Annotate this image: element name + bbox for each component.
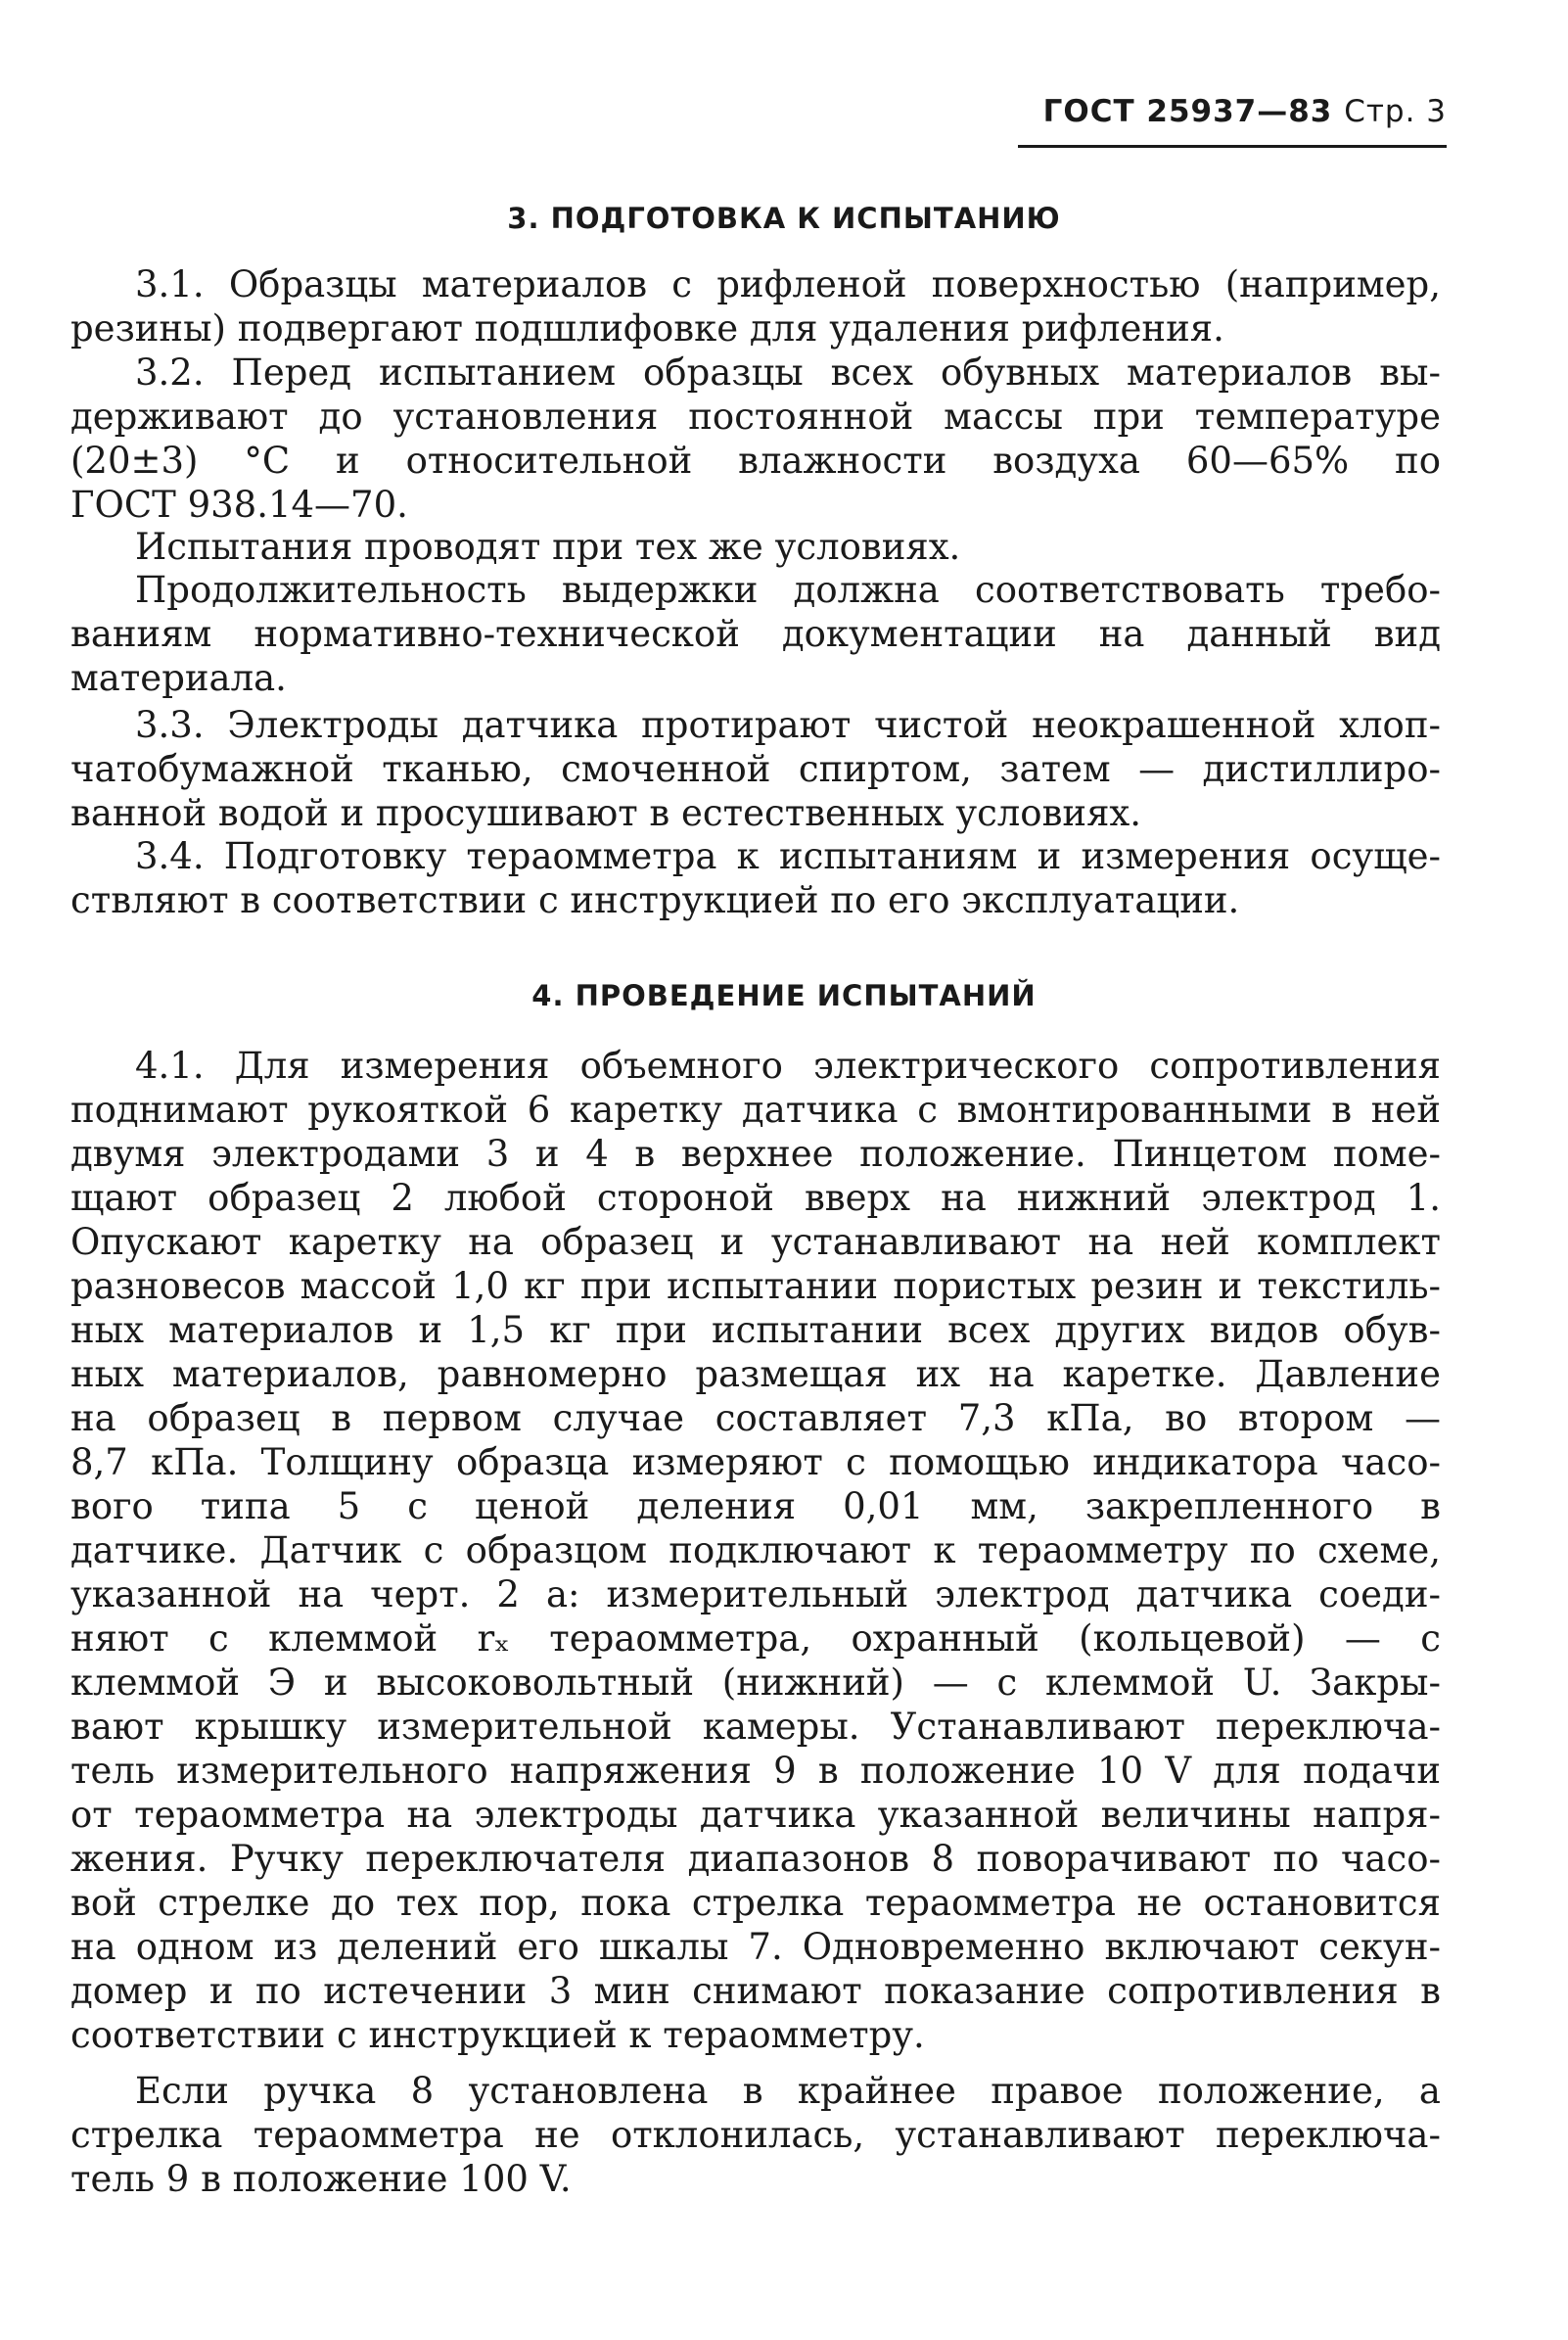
text-line: материала. bbox=[70, 657, 287, 699]
text-line: двумя электродами 3 и 4 в верхнее положение. Пинцетом поме- bbox=[70, 1133, 1441, 1175]
text-line: Продолжительность выдержки должна соответствовать требо- bbox=[135, 569, 1441, 611]
paragraph-3-3 bbox=[70, 703, 1441, 835]
section-4-title: 4. ПРОВЕДЕНИЕ ИСПЫТАНИЙ bbox=[531, 979, 1037, 1012]
text-line: жения. Ручку переключателя диапазонов 8 поворачивают по часо- bbox=[70, 1838, 1441, 1880]
text-line: на образец в первом случае составляет 7,3 кПа, во втором — bbox=[70, 1397, 1441, 1439]
text-line: резины) подвергают подшлифовке для удаления рифления. bbox=[70, 307, 1224, 350]
header-doc-id: ГОСТ 25937—83 bbox=[1042, 94, 1333, 129]
text-line: тель измерительного напряжения 9 в положение 10 V для подачи bbox=[70, 1750, 1441, 1792]
paragraph-3-1 bbox=[70, 262, 1441, 351]
text-line: клеммой Э и высоковольтный (нижний) — с клеммой U. Закры- bbox=[70, 1661, 1441, 1704]
header-page-number: Стр. 3 bbox=[1344, 94, 1447, 129]
text-line: Испытания проводят при тех же условиях. bbox=[135, 526, 961, 568]
text-line: няют с клеммой rₓ тераомметра, охранный (кольцевой) — с bbox=[70, 1617, 1441, 1660]
text-line: тель 9 в положение 100 V. bbox=[70, 2158, 572, 2200]
page-header bbox=[1018, 94, 1447, 129]
text-line: щают образец 2 любой стороной вверх на нижний электрод 1. bbox=[70, 1177, 1441, 1219]
text-line: соответствии с инструкцией к тераомметру. bbox=[70, 2014, 925, 2056]
paragraph-3-2 bbox=[70, 351, 1441, 527]
text-line: поднимают рукояткой 6 каретку датчика с вмонтированными в ней bbox=[70, 1089, 1441, 1131]
text-line: держивают до установления постоянной массы при температуре bbox=[70, 396, 1441, 438]
paragraph-4-1 bbox=[70, 1044, 1441, 2057]
paragraph-3-2-conditions bbox=[70, 525, 1441, 569]
text-line: 4.1. Для измерения объемного электрического сопротивления bbox=[135, 1045, 1441, 1087]
text-line: 3.4. Подготовку тераомметра к испытаниям и измерения осуще- bbox=[135, 835, 1441, 877]
text-line: Опускают каретку на образец и устанавливают на ней комплект bbox=[70, 1221, 1441, 1263]
paragraph-3-4 bbox=[70, 834, 1441, 922]
header-rule bbox=[1018, 145, 1447, 148]
text-line: на одном из делений его шкалы 7. Одновременно включают секун- bbox=[70, 1926, 1441, 1968]
text-line: ваниям нормативно-технической документации на данный вид bbox=[70, 613, 1441, 655]
text-line: разновесов массой 1,0 кг при испытании пористых резин и текстиль- bbox=[70, 1265, 1441, 1307]
text-line: (20±3) °C и относительной влажности воздуха 60—65% по bbox=[70, 440, 1441, 482]
text-line: домер и по истечении 3 мин снимают показание сопротивления в bbox=[70, 1970, 1441, 2012]
text-line: от тераомметра на электроды датчика указанной величины напря- bbox=[70, 1794, 1441, 1836]
paragraph-4-1-continued bbox=[70, 2069, 1441, 2201]
text-line: вают крышку измерительной камеры. Устанавливают переключа- bbox=[70, 1706, 1441, 1748]
text-line: вой стрелке до тех пор, пока стрелка тераомметра не остановится bbox=[70, 1882, 1441, 1924]
text-line: 8,7 кПа. Толщину образца измеряют с помощью индикатора часо- bbox=[70, 1441, 1441, 1483]
text-line: указанной на черт. 2 а: измерительный электрод датчика соеди- bbox=[70, 1573, 1441, 1615]
section-3-title: 3. ПОДГОТОВКА К ИСПЫТАНИЮ bbox=[507, 202, 1061, 235]
text-line: 3.1. Образцы материалов с рифленой поверхностью (например, bbox=[135, 263, 1441, 305]
text-line: чатобумажной тканью, смоченной спиртом, затем — дистиллиро- bbox=[70, 748, 1441, 790]
paragraph-3-2-duration bbox=[70, 568, 1441, 700]
text-line: ствляют в соответствии с инструкцией по его эксплуатации. bbox=[70, 879, 1240, 921]
text-line: ГОСТ 938.14—70. bbox=[70, 484, 408, 526]
text-line: вого типа 5 с ценой деления 0,01 мм, закрепленного в bbox=[70, 1485, 1441, 1527]
text-line: стрелка тераомметра не отклонилась, устанавливают переключа- bbox=[70, 2114, 1441, 2156]
text-line: датчике. Датчик с образцом подключают к тераомметру по схеме, bbox=[70, 1529, 1441, 1571]
text-line: Если ручка 8 установлена в крайнее правое положение, а bbox=[135, 2070, 1441, 2112]
text-line: 3.3. Электроды датчика протирают чистой неокрашенной хлоп- bbox=[135, 704, 1441, 746]
text-line: ных материалов и 1,5 кг при испытании всех других видов обув- bbox=[70, 1309, 1441, 1351]
text-line: ных материалов, равномерно размещая их на каретке. Давление bbox=[70, 1353, 1441, 1395]
text-line: 3.2. Перед испытанием образцы всех обувных материалов вы- bbox=[135, 351, 1441, 394]
text-line: ванной водой и просушивают в естественных условиях. bbox=[70, 792, 1142, 834]
